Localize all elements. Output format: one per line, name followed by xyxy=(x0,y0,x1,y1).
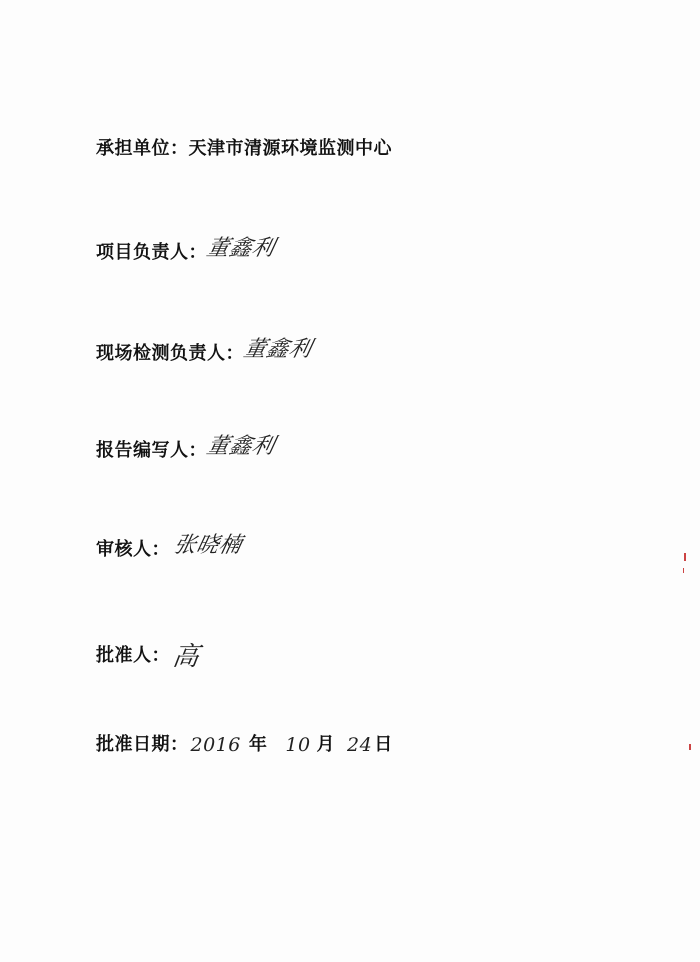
approval-month: 10 xyxy=(285,734,311,756)
scan-mark xyxy=(689,744,691,750)
approval-day: 24 xyxy=(347,734,373,756)
approval-month-unit: 月 xyxy=(316,734,336,755)
project-lead-label: 项目负责人： xyxy=(96,242,207,263)
field-lead-label: 现场检测负责人： xyxy=(96,343,244,364)
report-writer-row xyxy=(96,431,278,462)
approver-signature: 高 xyxy=(170,642,202,672)
approval-year-unit: 年 xyxy=(248,734,268,755)
approval-date-label: 批准日期： xyxy=(96,734,189,755)
unit-row xyxy=(96,134,392,160)
project-lead-signature: 董鑫利 xyxy=(204,236,278,261)
project-lead-row xyxy=(96,233,278,264)
reviewer-label: 审核人： xyxy=(96,539,170,560)
approval-date-row xyxy=(96,730,393,756)
reviewer-row xyxy=(96,530,245,561)
approval-day-unit: 日 xyxy=(374,734,393,755)
report-writer-label: 报告编写人： xyxy=(96,440,207,461)
unit-value: 天津市清源环境监测中心 xyxy=(188,138,392,159)
report-writer-signature: 董鑫利 xyxy=(204,434,278,459)
field-lead-signature: 董鑫利 xyxy=(241,337,315,362)
scan-mark xyxy=(683,568,684,573)
approver-row xyxy=(96,630,202,672)
reviewer-signature: 张晓楠 xyxy=(171,533,245,558)
approval-year: 2016 xyxy=(190,734,241,756)
field-lead-row xyxy=(96,334,315,365)
unit-label: 承担单位： xyxy=(96,138,189,159)
approver-label: 批准人： xyxy=(96,645,170,666)
scan-mark xyxy=(684,553,686,561)
